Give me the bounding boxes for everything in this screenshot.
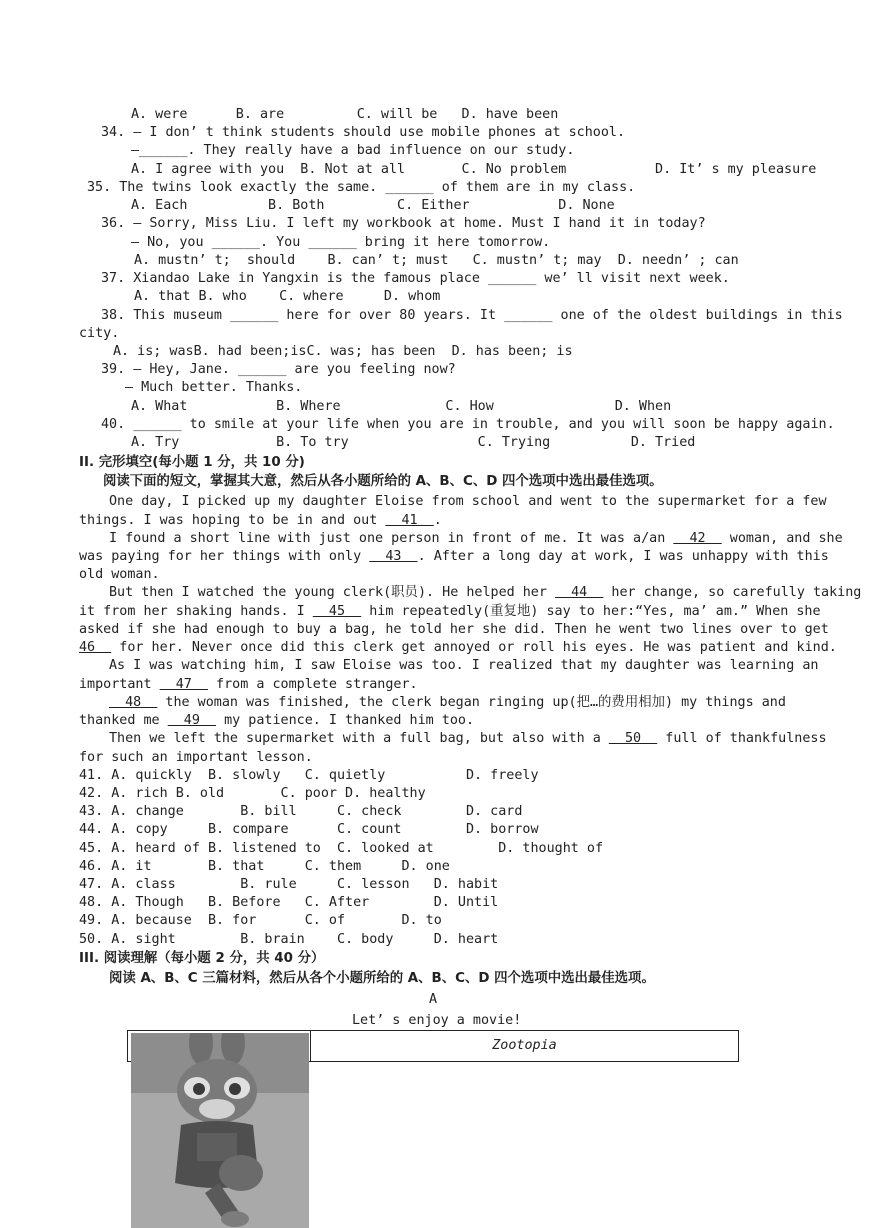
passage-line: important 47 from a complete stranger. xyxy=(79,677,418,692)
cloze-option-row: 47. A. class B. rule C. lesson D. habit xyxy=(79,877,499,892)
cloze-option-row: 50. A. sight B. brain C. body D. heart xyxy=(79,932,499,947)
movie-poster-image xyxy=(131,1033,309,1228)
q34-stem: 34. — I don’ t think students should use mobile phones at school. xyxy=(101,125,626,140)
q38-options: A. is; wasB. had been;isC. was; has been D. has been; is xyxy=(113,344,573,359)
q39-options: A. What B. Where C. How D. When xyxy=(131,399,672,414)
q35-stem: 35. The twins look exactly the same. ______ of them are in my class. xyxy=(87,180,636,195)
passage-line: for such an important lesson. xyxy=(79,750,313,765)
passage-line: 48 the woman was finished, the clerk began ringing up(把…的费用相加) my things and xyxy=(109,695,786,710)
blank-46: 46 xyxy=(79,640,112,655)
q36-stem: 36. — Sorry, Miss Liu. I left my workbook at home. Must I hand it in today? xyxy=(101,216,706,231)
passage-line: But then I watched the young clerk(职员). He helped her 44 her change, so carefully taking xyxy=(109,585,862,600)
q36-options: A. mustn’ t; should B. can’ t; must C. mustn’ t; may D. needn’ ; can xyxy=(134,253,739,268)
cloze-option-row: 44. A. copy B. compare C. count D. borrow xyxy=(79,822,539,837)
q38-stem: 38. This museum ______ here for over 80 years. It ______ one of the oldest buildings in this xyxy=(101,308,843,323)
passage-line: thanked me 49 my patience. I thanked him too. xyxy=(79,713,475,728)
cloze-option-row: 41. A. quickly B. slowly C. quietly D. freely xyxy=(79,768,539,783)
q37-stem: 37. Xiandao Lake in Yangxin is the famous place ______ we’ ll visit next week. xyxy=(101,271,730,286)
blank-45: 45 xyxy=(312,604,362,619)
passage-line: old woman. xyxy=(79,567,160,582)
passage-line: asked if she had enough to buy a bag, he told her she did. Then he went two lines over to get xyxy=(79,622,829,637)
q36-response: — No, you ______. You ______ bring it here tomorrow. xyxy=(131,235,551,250)
cloze-option-row: 48. A. Though B. Before C. After D. Until xyxy=(79,895,499,910)
q34-options: A. I agree with you B. Not at all C. No problem D. It’ s my pleasure xyxy=(131,162,817,177)
section2-instruction: 阅读下面的短文，掌握其大意，然后从各小题所给的 A、B、C、D 四个选项中选出最佳选项。 xyxy=(103,474,663,489)
passage-line: Then we left the supermarket with a full bag, but also with a 50 full of thankfulness xyxy=(109,731,827,746)
blank-47: 47 xyxy=(159,677,208,692)
blank-43: 43 xyxy=(369,549,418,564)
cloze-option-row: 46. A. it B. that C. them D. one xyxy=(79,859,450,874)
passage-label: A xyxy=(429,992,438,1007)
section3-heading: III. 阅读理解（每小题 2 分，共 40 分） xyxy=(79,951,325,966)
passage-line: I found a short line with just one person in front of me. It was a/an 42 woman, and she xyxy=(109,531,843,546)
blank-42: 42 xyxy=(673,531,722,546)
blank-48: 48 xyxy=(109,695,158,710)
movie-title: Zootopia xyxy=(492,1038,557,1053)
passage-line: things. I was hoping to be in and out 41 . xyxy=(79,513,442,528)
passage-line: was paying for her things with only 43 . After a long day at work, I was unhappy with this xyxy=(79,549,829,564)
cloze-option-row: 42. A. rich B. old C. poor D. healthy xyxy=(79,786,426,801)
blank-50: 50 xyxy=(608,731,658,746)
q34-response: —______. They really have a bad influence on our study. xyxy=(131,143,575,158)
section3-instruction: 阅读 A、B、C 三篇材料，然后从各个小题所给的 A、B、C、D 四个选项中选出最佳选项。 xyxy=(109,971,655,986)
passage-line: 46 for her. Never once did this clerk get annoyed or roll his eyes. He was patient and kind. xyxy=(79,640,837,655)
passage-line: One day, I picked up my daughter Eloise from school and went to the supermarket for a few xyxy=(109,494,827,509)
cloze-option-row: 49. A. because B. for C. of D. to xyxy=(79,913,442,928)
blank-41: 41 xyxy=(385,513,434,528)
q40-stem: 40. ______ to smile at your life when you are in trouble, and you will soon be happy again. xyxy=(101,417,835,432)
bunny-character-icon xyxy=(131,1033,309,1228)
q39-stem: 39. — Hey, Jane. ______ are you feeling now? xyxy=(101,362,456,377)
blank-49: 49 xyxy=(167,713,217,728)
cloze-option-row: 43. A. change B. bill C. check D. card xyxy=(79,804,523,819)
blank-44: 44 xyxy=(555,585,604,600)
passage-title: Let’ s enjoy a movie! xyxy=(352,1013,522,1028)
q35-options: A. Each B. Both C. Either D. None xyxy=(131,198,615,213)
q39-response: — Much better. Thanks. xyxy=(125,380,303,395)
q38-stem-cont: city. xyxy=(79,326,120,341)
passage-line: As I was watching him, I saw Eloise was too. I realized that my daughter was learning an xyxy=(109,658,819,673)
section2-heading: II. 完形填空(每小题 1 分，共 10 分) xyxy=(79,455,305,470)
q33-options: A. were B. are C. will be D. have been xyxy=(131,107,559,122)
q40-options: A. Try B. To try C. Trying D. Tried xyxy=(131,435,696,450)
q37-options: A. that B. who C. where D. whom xyxy=(134,289,441,304)
passage-line: it from her shaking hands. I 45 him repeatedly(重复地) say to her:“Yes, ma’ am.” When she xyxy=(79,604,821,619)
cloze-option-row: 45. A. heard of B. listened to C. looked at D. thought of xyxy=(79,841,604,856)
